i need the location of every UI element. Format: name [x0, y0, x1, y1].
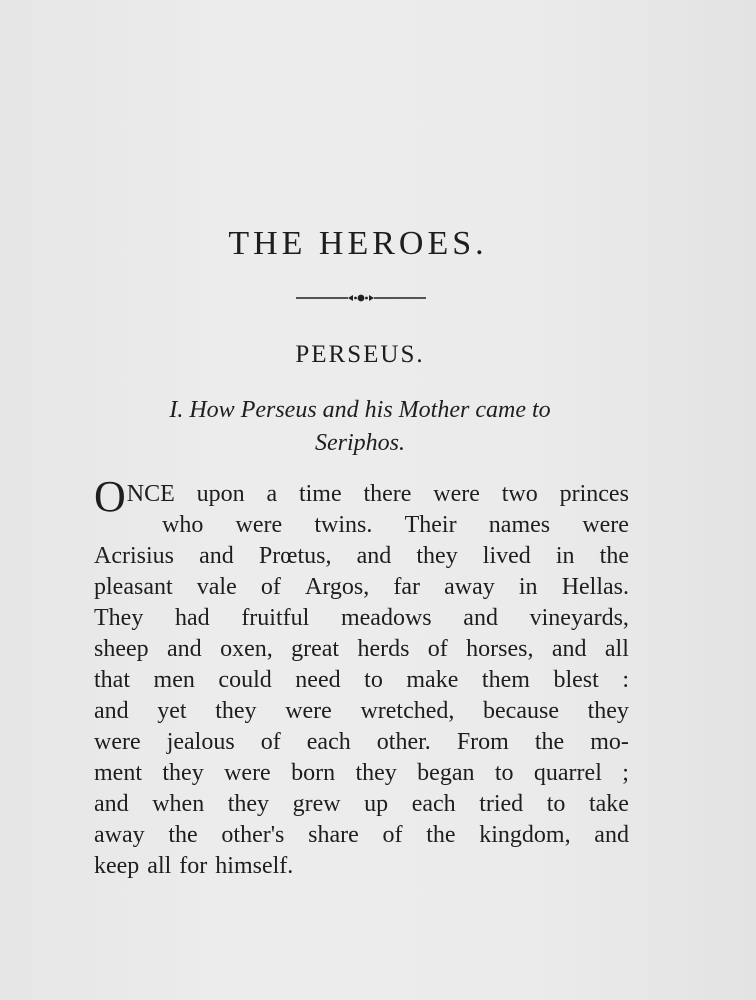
word: each: [411, 791, 456, 817]
word: to: [494, 760, 514, 786]
word: men: [153, 667, 195, 693]
word: born: [291, 760, 336, 786]
word: were: [224, 760, 271, 786]
word: fruitful: [241, 605, 310, 631]
word: Hellas.: [561, 574, 629, 600]
word: there: [363, 481, 412, 507]
chapter-title: [130, 394, 590, 460]
word: names: [488, 512, 551, 538]
word: up: [364, 791, 389, 817]
word: other.: [376, 729, 431, 755]
word: away: [94, 822, 145, 848]
word: in: [518, 574, 538, 600]
opening-word: [94, 472, 175, 521]
word: of: [260, 574, 281, 600]
word: quarrel: [533, 760, 602, 786]
word: They: [94, 605, 144, 631]
word: they: [162, 760, 204, 786]
word: and: [463, 605, 498, 631]
word: were: [94, 729, 141, 755]
word: they: [227, 791, 270, 817]
word: sheep: [94, 636, 149, 662]
body-line-11: [94, 789, 629, 820]
word: began: [417, 760, 475, 786]
word: they: [355, 760, 397, 786]
word: were: [433, 481, 480, 507]
word: the: [599, 543, 629, 569]
word: need: [295, 667, 341, 693]
word: to: [364, 667, 383, 693]
word: them: [481, 667, 530, 693]
word: they: [215, 698, 257, 724]
word: princes: [559, 481, 629, 507]
opening-word-rest: NCE: [126, 481, 175, 507]
word: meadows: [340, 605, 432, 631]
body-line-1: [94, 472, 629, 521]
word: make: [406, 667, 459, 693]
book-title: THE HEROES.: [228, 225, 488, 262]
word: and: [594, 822, 629, 848]
word: two: [501, 481, 538, 507]
word: of: [260, 729, 281, 755]
body-line-10: [94, 758, 629, 789]
body-line-6: [94, 634, 629, 665]
word: horses,: [466, 636, 534, 662]
word: yet: [157, 698, 187, 724]
body-line-13: keep all for himself.: [94, 853, 294, 879]
word: kingdom,: [479, 822, 571, 848]
word: wretched,: [360, 698, 455, 724]
word: they: [587, 698, 629, 724]
word: away: [444, 574, 495, 600]
word: who: [162, 512, 204, 538]
word: share: [308, 822, 359, 848]
word: herds: [357, 636, 410, 662]
body-line-4: [94, 572, 629, 603]
word: :: [622, 667, 629, 693]
word: Prœtus,: [258, 543, 332, 569]
word: a: [266, 481, 278, 507]
word: From: [456, 729, 509, 755]
word: when: [152, 791, 205, 817]
body-text: [94, 472, 629, 882]
word: Argos,: [305, 574, 370, 600]
word: were: [582, 512, 629, 538]
word: mo-: [590, 729, 629, 755]
word: and: [94, 791, 129, 817]
word: ;: [622, 760, 629, 786]
word: tried: [479, 791, 524, 817]
drop-cap: O: [94, 472, 126, 521]
word: to: [546, 791, 566, 817]
word: had: [174, 605, 210, 631]
word: grew: [292, 791, 341, 817]
word: and: [94, 698, 129, 724]
word: Acrisius: [94, 543, 174, 569]
body-line-3: [94, 541, 629, 572]
word: of: [382, 822, 403, 848]
word: upon: [196, 481, 245, 507]
word: great: [291, 636, 340, 662]
word: Their: [404, 512, 457, 538]
word: vineyards,: [529, 605, 629, 631]
word: the: [168, 822, 198, 848]
body-line-8: [94, 696, 629, 727]
body-line-7: [94, 665, 629, 696]
word: pleasant: [94, 574, 173, 600]
body-line-12: [94, 820, 629, 851]
word: the: [534, 729, 565, 755]
word: they: [416, 543, 458, 569]
word: were: [235, 512, 283, 538]
word: the: [426, 822, 456, 848]
word: could: [218, 667, 272, 693]
word: and: [199, 543, 234, 569]
section-title: PERSEUS.: [295, 341, 425, 368]
word: and: [356, 543, 392, 569]
word: other's: [221, 822, 285, 848]
word: lived: [482, 543, 531, 569]
word: all: [604, 636, 629, 662]
word: oxen,: [220, 636, 273, 662]
body-line-9: [94, 727, 629, 758]
body-line-5: [94, 603, 629, 634]
word: that: [94, 667, 130, 693]
word: were: [285, 698, 332, 724]
word: take: [588, 791, 629, 817]
word: vale: [196, 574, 237, 600]
word: time: [298, 481, 342, 507]
body-line-2: [94, 510, 629, 541]
ornament-divider: [296, 290, 426, 306]
word: and: [167, 636, 202, 662]
word: jealous: [166, 729, 235, 755]
word: because: [483, 698, 559, 724]
word: far: [393, 574, 420, 600]
word: and: [551, 636, 587, 662]
word: of: [427, 636, 448, 662]
word: blest: [553, 667, 599, 693]
word: in: [555, 543, 575, 569]
word: twins.: [314, 512, 373, 538]
chapter-title-line-1: I. How Perseus and his Mother came to: [169, 397, 551, 423]
word: each: [306, 729, 351, 755]
chapter-title-line-2: Seriphos.: [315, 430, 405, 456]
word: ment: [94, 760, 142, 786]
